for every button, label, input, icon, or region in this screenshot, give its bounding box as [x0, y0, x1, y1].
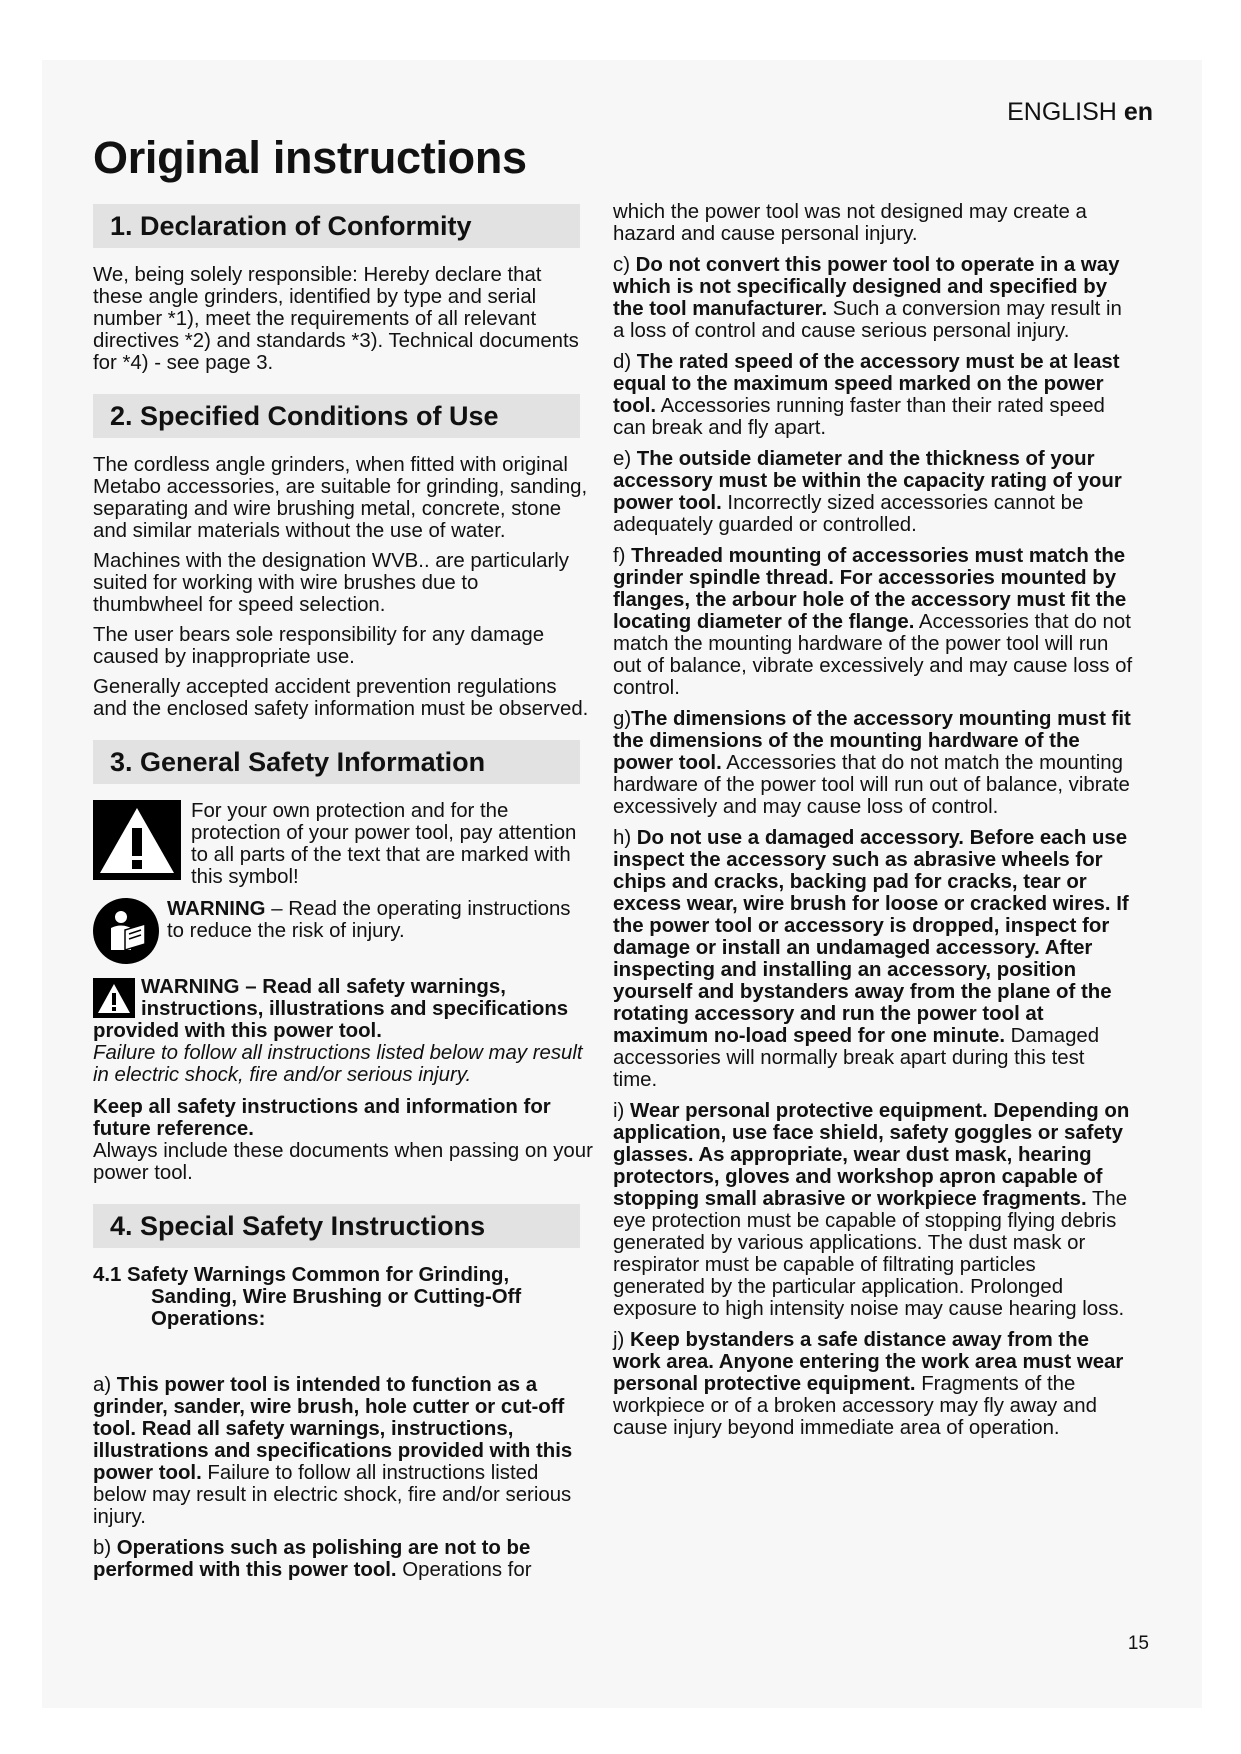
symbol-notice-text: For your own protection and for the protection of your power tool, pay attention to all parts of the text that are marked with this symbol!: [191, 800, 577, 888]
instruction-e: e) The outside diameter and the thickness of your accessory must be within the capacity rating of your power tool. Incorrectly sized accessories cannot be adequately guarded or controlled.: [613, 448, 1122, 536]
keep-instructions: Keep all safety instructions and information for future reference. Always include these documents when passing on your power tool.: [93, 1096, 593, 1184]
instruction-a: a) This power tool is intended to function as a grinder, sander, wire brush, hole cutter or cut-off tool. Read all safety warnings, instructions, illustrations and specifications provided with this power tool. Failure to follow all instructions listed below may result in electric shock, fire and/or serious injury.: [93, 1374, 573, 1528]
instruction-i: i) Wear personal protective equipment. Depending on application, use face shield, safety goggles or safety glasses. As appropriate, wear dust mask, hearing protectors, gloves and workshop apron capable of stopping small abrasive or workpiece fragments. The eye protection must be capable of stopping flying debris generated by various applications. The dust mask or respirator must be capable of filtrating particles generated by the particular application. Prolonged exposure to high intensity noise may cause hearing loss.: [613, 1100, 1130, 1320]
page-number: 15: [1127, 1633, 1149, 1654]
conditions-paragraph-2: Machines with the designation WVB.. are particularly suited for working with wire brushes due to thumbwheel for speed selection.: [93, 550, 570, 616]
instruction-g: g)The dimensions of the accessory mounting must fit the dimensions of the mounting hardware of the power tool. Accessories that do not match the mounting hardware of the power tool will run out of balance, vibrate excessively and may cause loss of control.: [613, 708, 1131, 818]
instruction-j: j) Keep bystanders a safe distance away from the work area. Anyone entering the work area must wear personal protective equipment. Fragments of the workpiece or of a broken accessory may fly away and cause injury beyond immediate area of operation.: [613, 1329, 1124, 1439]
manual-warning: [93, 898, 593, 964]
conditions-paragraph-3: The user bears sole responsibility for any damage caused by inappropriate use.: [93, 624, 545, 668]
section-heading-conditions: 2. Specified Conditions of Use: [93, 394, 580, 438]
manual-warning-text: WARNING – Read the operating instructions to reduce the risk of injury.: [167, 898, 571, 942]
language-label: ENGLISH en: [1007, 98, 1153, 126]
declaration-text: We, being solely responsible: Hereby declare that these angle grinders, identified by type and serial number *1), meet the requirements of all relevant directives *2) and standards *3). Technical documents for *4) - see page 3.: [93, 264, 579, 374]
instruction-h: h) Do not use a damaged accessory. Before each use inspect the accessory such as abrasive wheels for chips and cracks, backing pad for cracks, tear or excess wear, wire brush for loose or cracked wires. If the power tool or accessory is dropped, inspect for damage or install an undamaged accessory. After inspecting and installing an accessory, position yourself and bystanders away from the plane of the rotating accessory and run the power tool at maximum no-load speed for one minute. Damaged accessories will normally break apart during this test time.: [613, 827, 1129, 1091]
left-column: [93, 204, 593, 1590]
conditions-paragraph-4: Generally accepted accident prevention regulations and the enclosed safety information must be observed.: [93, 676, 589, 720]
instruction-f: f) Threaded mounting of accessories must match the grinder spindle thread. For accessories mounted by flanges, the arbour hole of the accessory must fit the locating diameter of the flange. Accessories that do not match the mounting hardware of the power tool will run out of balance, vibrate excessively and may cause loss of control.: [613, 545, 1133, 699]
instruction-d: d) The rated speed of the accessory must be at least equal to the maximum speed marked on the power tool. Accessories running faster than their rated speed can break and fly apart.: [613, 351, 1120, 439]
warning-triangle-icon: [93, 800, 181, 880]
read-manual-icon: [93, 898, 159, 964]
conditions-paragraph-1: The cordless angle grinders, when fitted with original Metabo accessories, are suitable for grinding, sanding, separating and wire brushing metal, concrete, stone and similar materials without the use of water.: [93, 454, 588, 542]
section-heading-special-safety: 4. Special Safety Instructions: [93, 1204, 580, 1248]
language-code: en: [1123, 98, 1153, 126]
instruction-b-continued: which the power tool was not designed may create a hazard and cause personal injury.: [613, 201, 1087, 245]
page-title: Original instructions: [93, 132, 527, 183]
right-column: [613, 201, 1133, 1448]
instruction-c: c) Do not convert this power tool to operate in a way which is not specifically designed and specified by the tool manufacturer. Such a conversion may result in a loss of control and cause serious personal injury.: [613, 254, 1122, 342]
read-all-warnings: [93, 976, 593, 1086]
warning-triangle-small-icon: [93, 978, 135, 1018]
symbol-notice: [93, 800, 593, 888]
read-all-warnings-italic: Failure to follow all instructions listed below may result in electric shock, fire and/or serious injury.: [93, 1042, 583, 1086]
section-heading-declaration: 1. Declaration of Conformity: [93, 204, 580, 248]
read-all-warnings-bold: WARNING – Read all safety warnings, instructions, illustrations and specifications provided with this power tool.: [93, 976, 569, 1042]
instruction-b: b) Operations such as polishing are not to be performed with this power tool. Operations for: [93, 1537, 532, 1581]
subsection-heading-4-1: 4.1 Safety Warnings Common for Grinding, Sanding, Wire Brushing or Cutting-Off Operations:: [93, 1264, 522, 1330]
section-heading-general-safety: 3. General Safety Information: [93, 740, 580, 784]
